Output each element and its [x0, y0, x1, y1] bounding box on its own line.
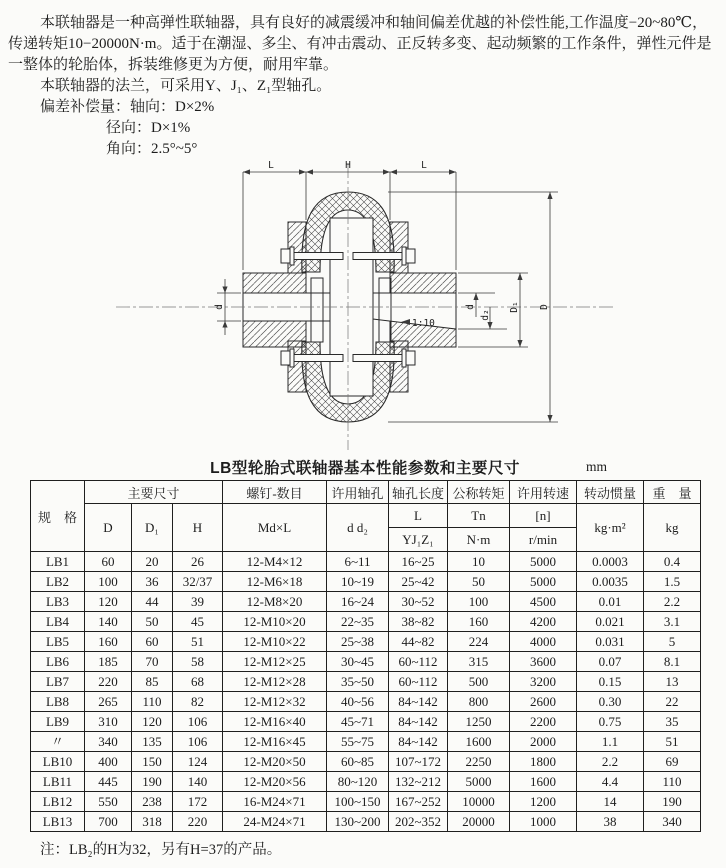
table-cell: 110	[132, 692, 173, 712]
table-cell: 12-M16×45	[223, 732, 327, 752]
table-cell: 340	[644, 812, 701, 832]
table-cell: 45	[173, 612, 223, 632]
header-bore-length-L: L	[389, 504, 448, 528]
table-cell: 12-M12×25	[223, 652, 327, 672]
header-speed-unit: r/min	[510, 528, 577, 552]
table-cell: 0.30	[577, 692, 644, 712]
table-cell: 2600	[510, 692, 577, 712]
compensation-axial-value: 轴向：D×2%	[130, 99, 215, 115]
header-inertia-unit: kg·m²	[577, 504, 644, 552]
table-cell: 16~25	[389, 552, 448, 572]
table-cell: 1.5	[644, 572, 701, 592]
header-weight: 重 量	[644, 481, 701, 504]
table-cell: 44	[132, 592, 173, 612]
row-spec: 〃	[31, 732, 85, 752]
row-spec: LB9	[31, 712, 85, 732]
table-cell: 315	[448, 652, 510, 672]
header-screws: 螺钉-数目	[223, 481, 327, 504]
header-speed-sym: [n]	[510, 504, 577, 528]
table-row	[31, 692, 701, 712]
table-cell: 35~50	[327, 672, 389, 692]
table-cell: 25~42	[389, 572, 448, 592]
table-cell: 10	[448, 552, 510, 572]
header-col-D1: D₁	[132, 504, 173, 552]
table-cell: 0.031	[577, 632, 644, 652]
table-cell: 190	[644, 792, 701, 812]
table-row	[31, 752, 701, 772]
header-speed: 许用转速	[510, 481, 577, 504]
table-cell: 55~75	[327, 732, 389, 752]
table-cell: 4.4	[577, 772, 644, 792]
table-cell: 1600	[448, 732, 510, 752]
table-cell: 140	[85, 612, 132, 632]
header-spec: 规 格	[31, 481, 85, 552]
table-cell: 0.0035	[577, 572, 644, 592]
table-cell: 190	[132, 772, 173, 792]
table-cell: 30~45	[327, 652, 389, 672]
dim-label-d-right: d	[465, 304, 476, 310]
table-cell: 2.2	[577, 752, 644, 772]
table-cell: 220	[173, 812, 223, 832]
row-spec: LB4	[31, 612, 85, 632]
table-cell: 160	[85, 632, 132, 652]
table-cell: 445	[85, 772, 132, 792]
table-cell: 0.01	[577, 592, 644, 612]
table-cell: 120	[132, 712, 173, 732]
table-cell: 14	[577, 792, 644, 812]
table-cell: 0.021	[577, 612, 644, 632]
table-cell: 60~112	[389, 672, 448, 692]
table-cell: 1250	[448, 712, 510, 732]
table-cell: 124	[173, 752, 223, 772]
row-spec: LB11	[31, 772, 85, 792]
table-unit-label: mm	[586, 459, 608, 474]
table-cell: 60~112	[389, 652, 448, 672]
table-cell: 58	[173, 652, 223, 672]
table-cell: 2200	[510, 712, 577, 732]
table-cell: 16~24	[327, 592, 389, 612]
table-cell: 84~142	[389, 732, 448, 752]
header-bore-length-types: YJ₁Z₁	[389, 528, 448, 552]
header-weight-unit: kg	[644, 504, 701, 552]
table-cell: 10~19	[327, 572, 389, 592]
table-cell: 100	[448, 592, 510, 612]
table-cell: 2.2	[644, 592, 701, 612]
header-torque-sym: Tn	[448, 504, 510, 528]
table-cell: 1600	[510, 772, 577, 792]
table-cell: 0.0003	[577, 552, 644, 572]
table-title-row	[30, 456, 700, 478]
intro-paragraph-1: 本联轴器是一种高弹性联轴器，具有良好的减震缓冲和轴间偏差优越的补偿性能,工作温度−20~80℃，传递转矩10−20000N·m。适于在潮湿、多尘、有冲击震动、正反转多变、起动频繁的工作条件，弹性元件是一整体的轮胎体，拆装维修更为方便，耐用牢靠。	[8, 15, 712, 73]
table-cell: 51	[173, 632, 223, 652]
compensation-line-angular: 角向：2.5°~5°	[106, 141, 198, 157]
table-cell: 80~120	[327, 772, 389, 792]
table-title: LB型轮胎式联轴器基本性能参数和主要尺寸	[210, 460, 520, 477]
table-cell: 172	[173, 792, 223, 812]
table-cell: 50	[132, 612, 173, 632]
compensation-line-radial: 径向：D×1%	[106, 120, 191, 136]
table-cell: 4200	[510, 612, 577, 632]
table-cell: 16-M24×71	[223, 792, 327, 812]
table-row	[31, 732, 701, 752]
table-cell: 32/37	[173, 572, 223, 592]
table-cell: 5	[644, 632, 701, 652]
table-cell: 130~200	[327, 812, 389, 832]
table-cell: 107~172	[389, 752, 448, 772]
header-main-dims: 主要尺寸	[85, 481, 223, 504]
table-cell: 13	[644, 672, 701, 692]
table-cell: 106	[173, 732, 223, 752]
table-cell: 12-M10×20	[223, 612, 327, 632]
row-spec: LB2	[31, 572, 85, 592]
table-cell: 84~142	[389, 692, 448, 712]
dim-label-H: H	[345, 160, 351, 171]
table-cell: 60~85	[327, 752, 389, 772]
table-cell: 5000	[448, 772, 510, 792]
table-cell: 40~56	[327, 692, 389, 712]
table-cell: 68	[173, 672, 223, 692]
table-cell: 500	[448, 672, 510, 692]
header-bore-length: 轴孔长度	[389, 481, 448, 504]
table-row	[31, 712, 701, 732]
table-row	[31, 812, 701, 832]
table-cell: 700	[85, 812, 132, 832]
dim-label-L-left: L	[268, 160, 274, 171]
table-cell: 1800	[510, 752, 577, 772]
row-spec: LB8	[31, 692, 85, 712]
table-cell: 3600	[510, 652, 577, 672]
table-cell: 39	[173, 592, 223, 612]
table-cell: 69	[644, 752, 701, 772]
table-cell: 12-M12×32	[223, 692, 327, 712]
footnote: 注：LB₂的H为32，另有H=37的产品。	[40, 842, 282, 858]
table-row	[31, 672, 701, 692]
table-row	[31, 612, 701, 632]
table-cell: 100	[85, 572, 132, 592]
table-cell: 10000	[448, 792, 510, 812]
header-torque: 公称转矩	[448, 481, 510, 504]
row-spec: LB3	[31, 592, 85, 612]
compensation-line-axial	[8, 97, 718, 118]
table-cell: 238	[132, 792, 173, 812]
table-cell: 20	[132, 552, 173, 572]
row-spec: LB6	[31, 652, 85, 672]
table-cell: 12-M20×50	[223, 752, 327, 772]
table-cell: 318	[132, 812, 173, 832]
table-cell: 30~52	[389, 592, 448, 612]
table-cell: 70	[132, 652, 173, 672]
table-cell: 12-M6×18	[223, 572, 327, 592]
table-cell: 5000	[510, 572, 577, 592]
table-cell: 25~38	[327, 632, 389, 652]
table-cell: 265	[85, 692, 132, 712]
table-cell: 12-M8×20	[223, 592, 327, 612]
table-cell: 132~212	[389, 772, 448, 792]
table-cell: 224	[448, 632, 510, 652]
table-cell: 60	[132, 632, 173, 652]
table-cell: 0.4	[644, 552, 701, 572]
table-cell: 1200	[510, 792, 577, 812]
table-cell: 12-M16×40	[223, 712, 327, 732]
table-cell: 5000	[510, 552, 577, 572]
table-cell: 82	[173, 692, 223, 712]
table-cell: 4000	[510, 632, 577, 652]
dim-label-d2: d₂	[480, 309, 491, 321]
table-cell: 106	[173, 712, 223, 732]
table-row	[31, 592, 701, 612]
parameters-table	[30, 480, 701, 832]
row-spec: LB7	[31, 672, 85, 692]
table-cell: 4500	[510, 592, 577, 612]
table-cell: 45~71	[327, 712, 389, 732]
table-cell: 202~352	[389, 812, 448, 832]
table-cell: 24-M24×71	[223, 812, 327, 832]
intro-text-block	[0, 0, 726, 160]
table-cell: 22~35	[327, 612, 389, 632]
table-cell: 44~82	[389, 632, 448, 652]
table-cell: 85	[132, 672, 173, 692]
table-cell: 35	[644, 712, 701, 732]
header-col-H: H	[173, 504, 223, 552]
row-spec: LB5	[31, 632, 85, 652]
row-spec: LB13	[31, 812, 85, 832]
table-cell: 1.1	[577, 732, 644, 752]
coupling-cross-section-svg	[98, 160, 622, 454]
row-spec: LB1	[31, 552, 85, 572]
table-cell: 0.15	[577, 672, 644, 692]
table-cell: 135	[132, 732, 173, 752]
dim-label-d-left: d	[214, 304, 225, 310]
table-cell: 120	[85, 592, 132, 612]
table-cell: 3200	[510, 672, 577, 692]
table-cell: 160	[448, 612, 510, 632]
table-body	[31, 552, 701, 832]
table-cell: 2000	[510, 732, 577, 752]
row-spec: LB12	[31, 792, 85, 812]
table-cell: 800	[448, 692, 510, 712]
table-row	[31, 572, 701, 592]
dim-label-D1: D₁	[509, 301, 520, 313]
table-cell: 12-M20×56	[223, 772, 327, 792]
intro-paragraph-2: 本联轴器的法兰，可采用Y、J₁、Z₁型轴孔。	[40, 78, 332, 94]
table-cell: 310	[85, 712, 132, 732]
table-cell: 38	[577, 812, 644, 832]
table-cell: 140	[173, 772, 223, 792]
header-bore-sub: d d₂	[327, 504, 389, 552]
table-cell: 6~11	[327, 552, 389, 572]
header-bore: 许用轴孔	[327, 481, 389, 504]
table-cell: 12-M10×22	[223, 632, 327, 652]
table-cell: 38~82	[389, 612, 448, 632]
table-row	[31, 792, 701, 812]
header-screws-sub: Md×L	[223, 504, 327, 552]
dim-label-D: D	[539, 304, 550, 310]
table-cell: 167~252	[389, 792, 448, 812]
table-cell: 0.75	[577, 712, 644, 732]
table-row	[31, 552, 701, 572]
table-cell: 3.1	[644, 612, 701, 632]
taper-label: 1:10	[412, 318, 435, 329]
table-cell: 150	[132, 752, 173, 772]
table-cell: 12-M4×12	[223, 552, 327, 572]
table-row	[31, 652, 701, 672]
table-cell: 12-M12×28	[223, 672, 327, 692]
table-cell: 340	[85, 732, 132, 752]
table-cell: 185	[85, 652, 132, 672]
table-cell: 51	[644, 732, 701, 752]
table-cell: 110	[644, 772, 701, 792]
table-cell: 100~150	[327, 792, 389, 812]
table-cell: 220	[85, 672, 132, 692]
table-cell: 0.07	[577, 652, 644, 672]
table-cell: 36	[132, 572, 173, 592]
table-cell: 60	[85, 552, 132, 572]
row-spec: LB10	[31, 752, 85, 772]
header-col-D: D	[85, 504, 132, 552]
table-cell: 2250	[448, 752, 510, 772]
coupling-drawing	[0, 160, 726, 454]
table-cell: 84~142	[389, 712, 448, 732]
dim-label-L-right: L	[421, 160, 427, 171]
table-cell: 1000	[510, 812, 577, 832]
header-inertia: 转动惯量	[577, 481, 644, 504]
table-row	[31, 632, 701, 652]
header-torque-unit: N·m	[448, 528, 510, 552]
table-cell: 8.1	[644, 652, 701, 672]
table-cell: 550	[85, 792, 132, 812]
table-row	[31, 772, 701, 792]
table-cell: 22	[644, 692, 701, 712]
table-cell: 400	[85, 752, 132, 772]
compensation-label: 偏差补偿量：	[40, 99, 131, 115]
table-cell: 50	[448, 572, 510, 592]
table-cell: 20000	[448, 812, 510, 832]
table-cell: 26	[173, 552, 223, 572]
